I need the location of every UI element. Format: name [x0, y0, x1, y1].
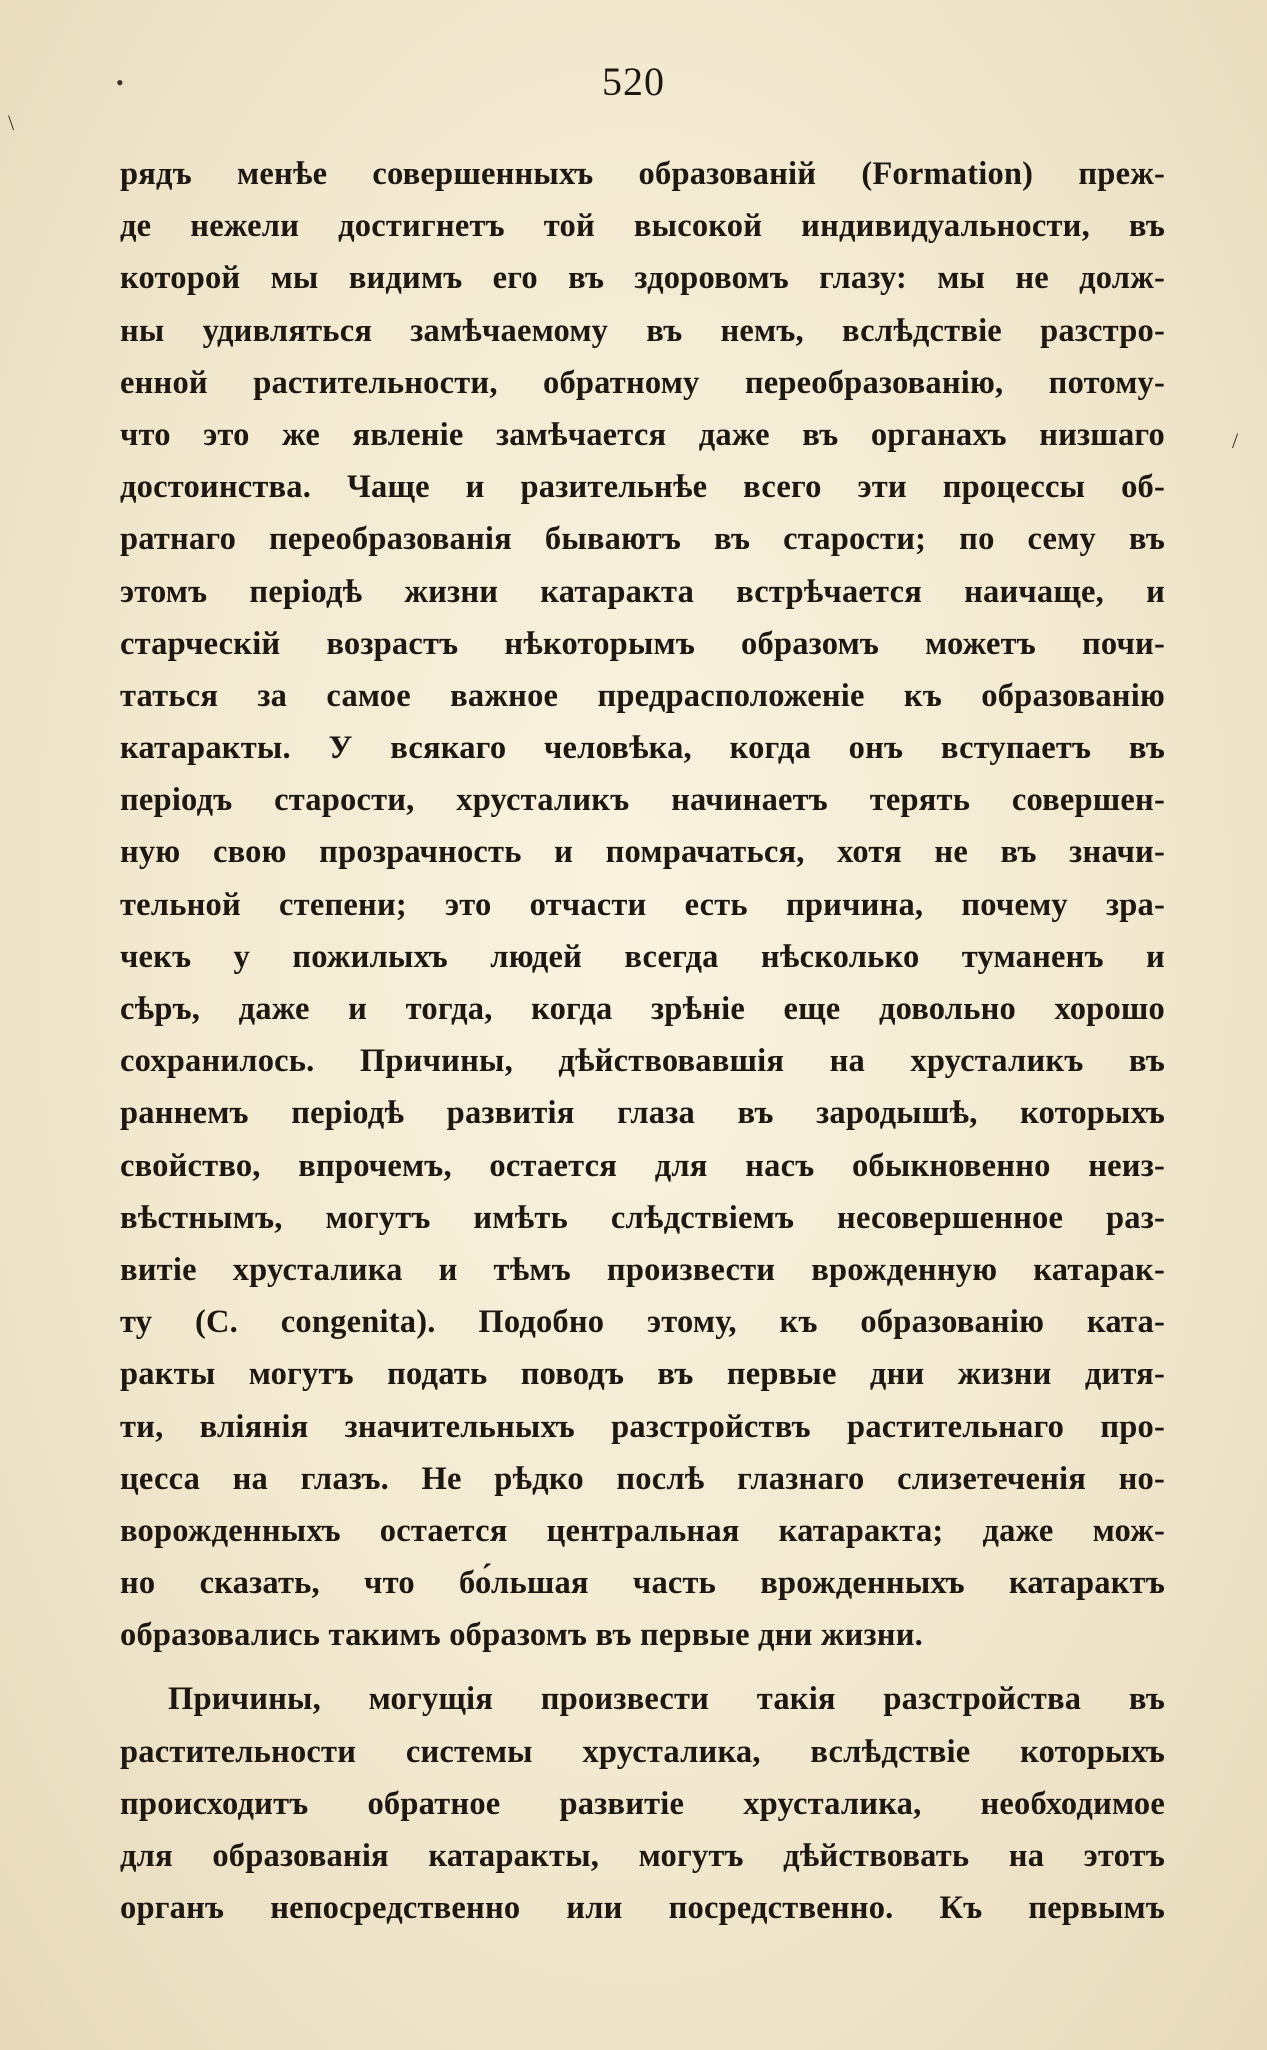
text-line: что это же явленіе замѣчается даже въ органахъ низшаго — [120, 416, 1165, 453]
text-line: образовались такимъ образомъ въ первые дни жизни. — [120, 1617, 923, 1654]
text-line: ны удивляться замѣчаемому въ немъ, вслѣдствіе разстро- — [120, 312, 1165, 349]
page-number: 520 — [602, 59, 665, 104]
text-line: ту (C. congenita). Подобно этому, къ образованію ката- — [120, 1304, 1165, 1341]
text-line: таться за самое важное предрасположеніе къ образованію — [120, 677, 1165, 714]
text-line: ную свою прозрачность и помрачаться, хотя не въ значи- — [120, 834, 1165, 871]
body-text — [120, 148, 1165, 1934]
text-line: сохранилось. Причины, дѣйствовавшія на хрусталикъ въ — [120, 1043, 1165, 1080]
text-line: достоинства. Чаще и разительнѣе всего эти процессы об- — [120, 469, 1165, 506]
margin-mark: \ — [8, 110, 15, 135]
ink-speck: • — [116, 70, 124, 95]
text-line: происходитъ обратное развитіе хрусталика, необходимое — [120, 1785, 1165, 1822]
text-line: чекъ у пожилыхъ людей всегда нѣсколько туманенъ и — [120, 938, 1165, 975]
text-line: Причины, могущія произвести такія разстройства въ — [168, 1681, 1165, 1718]
text-line: цесса на глазъ. Не рѣдко послѣ глазнаго слизетеченія но- — [120, 1460, 1165, 1497]
text-line: для образованія катаракты, могутъ дѣйствовать на этотъ — [120, 1838, 1165, 1874]
text-line: ти, вліянія значительныхъ разстройствъ растительнаго про- — [120, 1408, 1165, 1445]
text-line: этомъ періодѣ жизни катаракта встрѣчается наичаще, и — [120, 573, 1165, 610]
text-line: которой мы видимъ его въ здоровомъ глазу: мы не долж- — [120, 260, 1165, 297]
margin-mark: / — [1232, 428, 1239, 453]
text-line: ратнаго переобразованія бываютъ въ старости; по сему въ — [120, 521, 1165, 558]
text-line: вѣстнымъ, могутъ имѣть слѣдствіемъ несовершенное раз- — [120, 1199, 1165, 1236]
text-line: енной растительности, обратному переобразованію, потому- — [120, 364, 1165, 401]
paragraph — [120, 1673, 1165, 1934]
text-line: растительности системы хрусталика, вслѣдствіе которыхъ — [120, 1733, 1165, 1770]
text-line: рядъ менѣе совершенныхъ образованій (Formation) преж- — [120, 156, 1165, 192]
text-line: катаракты. У всякаго человѣка, когда онъ вступаетъ въ — [120, 730, 1165, 767]
paragraph — [120, 148, 1165, 1661]
text-line: тельной степени; это отчасти есть причина, почему зра- — [120, 886, 1165, 923]
text-line: раннемъ періодѣ развитія глаза въ зародышѣ, которыхъ — [120, 1095, 1165, 1132]
text-line: періодъ старости, хрусталикъ начинаетъ терять совершен- — [120, 782, 1165, 819]
text-line: органъ непосредственно или посредственно. Къ первымъ — [120, 1890, 1165, 1927]
text-line: сѣръ, даже и тогда, когда зрѣніе еще довольно хорошо — [120, 991, 1165, 1027]
text-line: старческій возрастъ нѣкоторымъ образомъ можетъ почи- — [120, 625, 1165, 662]
text-line: витіе хрусталика и тѣмъ произвести врожденную катарак- — [120, 1251, 1165, 1288]
text-line: свойство, впрочемъ, остается для насъ обыкновенно неиз- — [120, 1147, 1165, 1184]
paragraph-gap — [120, 1661, 1165, 1673]
text-line: ракты могутъ подать поводъ въ первые дни жизни дитя- — [120, 1356, 1165, 1393]
text-line: де нежели достигнетъ той высокой индивидуальности, въ — [120, 208, 1165, 245]
text-line: ворожденныхъ остается центральная катаракта; даже мож- — [120, 1512, 1165, 1549]
text-line: но сказать, что бо́льшая часть врожденныхъ катарактъ — [120, 1565, 1165, 1602]
